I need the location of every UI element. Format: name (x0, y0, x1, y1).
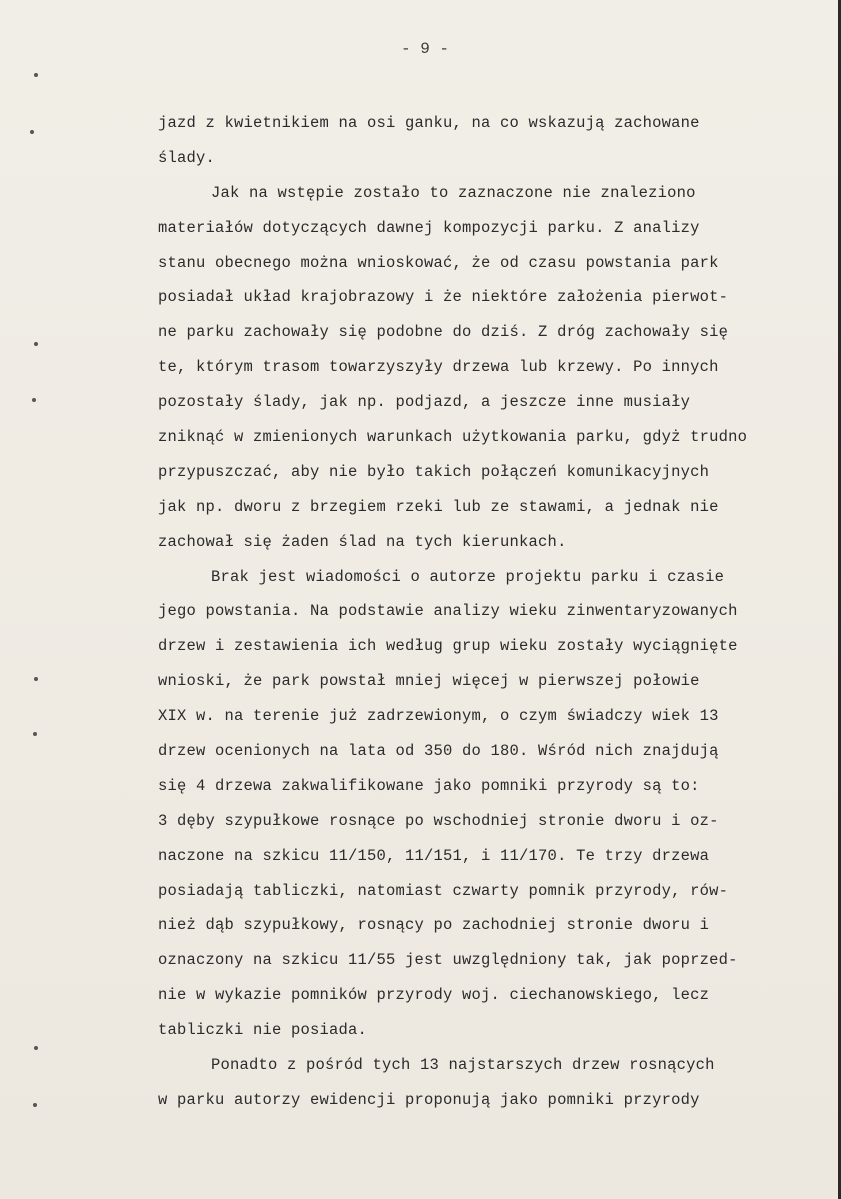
text-line: XIX w. na terenie już zadrzewionym, o czym świadczy wiek 13 (158, 707, 719, 726)
text-line: drzew i zestawienia ich według grup wieku zostały wyciągnięte (158, 637, 738, 656)
text-line: wnioski, że park powstał mniej więcej w pierwszej połowie (158, 672, 700, 691)
margin-mark (33, 732, 37, 736)
text-line: drzew ocenionych na lata od 350 do 180. Wśród nich znajdują (158, 742, 719, 761)
margin-mark (32, 398, 36, 402)
text-line: tabliczki nie posiada. (158, 1021, 368, 1040)
text-line: oznaczony na szkicu 11/55 jest uwzględniony tak, jak poprzed- (158, 951, 738, 970)
text-line: zachował się żaden ślad na tych kierunkach. (158, 532, 567, 551)
text-line: Brak jest wiadomości o autorze projektu parku i czasie (211, 567, 725, 586)
text-line: posiadają tabliczki, natomiast czwarty pomnik przyrody, rów- (158, 881, 729, 900)
page-number: - 9 - (400, 40, 449, 58)
margin-mark (30, 130, 34, 134)
text-line: Jak na wstępie zostało to zaznaczone nie znaleziono (211, 183, 696, 202)
text-line: pozostały ślady, jak np. podjazd, a jeszcze inne musiały (158, 393, 691, 412)
text-line: zniknąć w zmienionych warunkach użytkowania parku, gdyż trudno (158, 428, 748, 447)
margin-mark (34, 342, 38, 346)
text-line: nie w wykazie pomników przyrody woj. ciechanowskiego, lecz (158, 986, 710, 1005)
text-line: te, którym trasom towarzyszyły drzewa lub krzewy. Po innych (158, 358, 719, 377)
text-line: w parku autorzy ewidencji proponują jako pomniki przyrody (158, 1090, 700, 1109)
margin-mark (33, 1103, 37, 1107)
text-line: się 4 drzewa zakwalifikowane jako pomniki przyrody są to: (158, 776, 700, 795)
text-line: jazd z kwietnikiem na osi ganku, na co wskazują zachowane (158, 114, 700, 132)
text-line: materiałów dotyczących dawnej kompozycji parku. Z analizy (158, 218, 700, 237)
body-text (158, 106, 818, 1118)
margin-mark (34, 1046, 38, 1050)
margin-mark (34, 73, 38, 77)
text-line: ślady. (158, 148, 216, 167)
margin-mark (34, 677, 38, 681)
text-line: posiadał układ krajobrazowy i że niektóre założenia pierwot- (158, 288, 729, 307)
text-line: jak np. dworu z brzegiem rzeki lub ze stawami, a jednak nie (158, 497, 719, 516)
text-line: 3 dęby szypułkowe rosnące po wschodniej stronie dworu i oz- (158, 811, 719, 830)
text-line: Ponadto z pośród tych 13 najstarszych drzew rosnących (211, 1056, 715, 1075)
text-line: naczone na szkicu 11/150, 11/151, i 11/170. Te trzy drzewa (158, 846, 710, 865)
text-line: ne parku zachowały się podobne do dziś. Z dróg zachowały się (158, 323, 729, 342)
text-line: jego powstania. Na podstawie analizy wieku zinwentaryzowanych (158, 602, 738, 621)
text-line: stanu obecnego można wnioskować, że od czasu powstania park (158, 253, 719, 272)
text-line: przypuszczać, aby nie było takich połączeń komunikacyjnych (158, 462, 710, 481)
text-line: nież dąb szypułkowy, rosnący po zachodniej stronie dworu i (158, 916, 710, 935)
